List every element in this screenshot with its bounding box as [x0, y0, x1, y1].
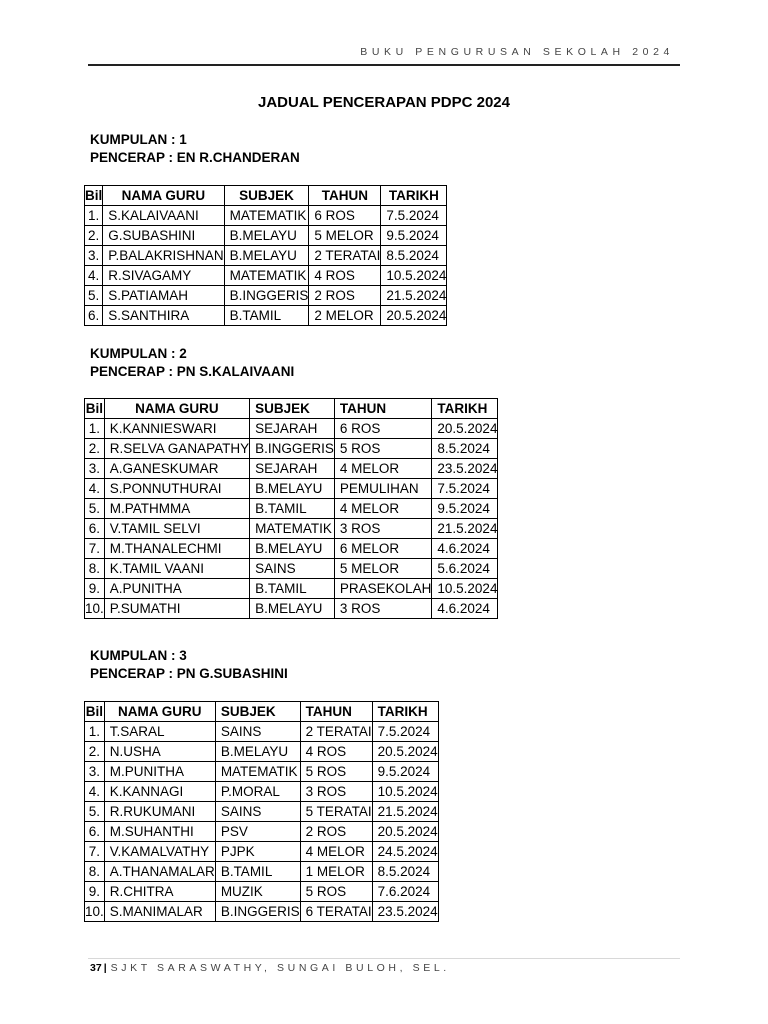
cell-subjek: B.INGGERIS — [250, 439, 335, 459]
cell-tarikh: 5.6.2024 — [432, 559, 498, 579]
cell-subjek: SAINS — [215, 722, 300, 742]
cell-nama-guru: N.USHA — [104, 742, 215, 762]
cell-subjek: SAINS — [215, 802, 300, 822]
cell-bil: 2. — [85, 226, 103, 246]
page-number: 37 — [90, 962, 102, 974]
cell-tahun: 4 MELOR — [300, 842, 372, 862]
cell-nama-guru: P.SUMATHI — [104, 599, 249, 619]
table-row — [85, 306, 447, 326]
cell-nama-guru: R.SELVA GANAPATHY — [104, 439, 249, 459]
cell-subjek: B.MELAYU — [250, 599, 335, 619]
group-3-table — [84, 701, 439, 922]
footer-separator: | — [103, 962, 107, 974]
cell-tarikh: 23.5.2024 — [432, 459, 498, 479]
cell-tahun: 4 MELOR — [334, 459, 432, 479]
table-row — [85, 802, 439, 822]
cell-bil: 3. — [85, 762, 105, 782]
cell-tarikh: 23.5.2024 — [372, 902, 438, 922]
table-row — [85, 882, 439, 902]
cell-nama-guru: S.KALAIVAANI — [103, 206, 224, 226]
cell-bil: 6. — [85, 822, 105, 842]
col-header-nama-guru: NAMA GURU — [103, 186, 224, 206]
document-title: JADUAL PENCERAPAN PDPC 2024 — [257, 94, 510, 111]
cell-tarikh: 21.5.2024 — [381, 286, 447, 306]
cell-tahun: 3 ROS — [300, 782, 372, 802]
table-row — [85, 902, 439, 922]
cell-bil: 2. — [85, 439, 105, 459]
cell-nama-guru: A.GANESKUMAR — [104, 459, 249, 479]
cell-bil: 5. — [85, 499, 105, 519]
col-header-nama-guru: NAMA GURU — [104, 399, 249, 419]
cell-subjek: MATEMATIK — [224, 266, 309, 286]
cell-bil: 6. — [85, 306, 103, 326]
table-row — [85, 822, 439, 842]
table-row — [85, 842, 439, 862]
cell-tahun: 5 ROS — [300, 762, 372, 782]
table-header-row — [85, 186, 447, 206]
cell-nama-guru: T.SARAL — [104, 722, 215, 742]
cell-tahun: 4 ROS — [300, 742, 372, 762]
cell-tahun: 6 MELOR — [334, 539, 432, 559]
col-header-subjek: SUBJEK — [215, 702, 300, 722]
group-2-table — [84, 398, 498, 619]
cell-nama-guru: R.CHITRA — [104, 882, 215, 902]
cell-nama-guru: V.TAMIL SELVI — [104, 519, 249, 539]
cell-tahun: 2 ROS — [309, 286, 381, 306]
cell-subjek: B.TAMIL — [215, 862, 300, 882]
cell-subjek: B.MELAYU — [224, 246, 309, 266]
cell-tahun: 5 TERATAI — [300, 802, 372, 822]
cell-bil: 9. — [85, 882, 105, 902]
cell-subjek: B.INGGERIS — [215, 902, 300, 922]
cell-bil: 8. — [85, 559, 105, 579]
cell-tahun: 6 TERATAI — [300, 902, 372, 922]
table-row — [85, 479, 498, 499]
col-header-tarikh: TARIKH — [432, 399, 498, 419]
table-header-row — [85, 399, 498, 419]
cell-nama-guru: M.PATHMMA — [104, 499, 249, 519]
cell-subjek: B.TAMIL — [250, 499, 335, 519]
table-header-row — [85, 702, 439, 722]
cell-bil: 1. — [85, 419, 105, 439]
col-header-nama-guru: NAMA GURU — [104, 702, 215, 722]
cell-nama-guru: S.SANTHIRA — [103, 306, 224, 326]
group-3-pencerap: PENCERAP : PN G.SUBASHINI — [90, 666, 288, 681]
table-row — [85, 539, 498, 559]
cell-tarikh: 20.5.2024 — [381, 306, 447, 326]
cell-tahun: 4 ROS — [309, 266, 381, 286]
group-1-kumpulan: KUMPULAN : 1 — [90, 132, 187, 147]
table-row — [85, 579, 498, 599]
cell-nama-guru: A.THANAMALAR — [104, 862, 215, 882]
running-header-title: BUKU PENGURUSAN SEKOLAH 2024 — [360, 46, 674, 58]
cell-subjek: B.MELAYU — [250, 479, 335, 499]
cell-tarikh: 21.5.2024 — [372, 802, 438, 822]
table-row — [85, 862, 439, 882]
cell-tahun: 6 ROS — [309, 206, 381, 226]
cell-tarikh: 7.6.2024 — [372, 882, 438, 902]
cell-subjek: B.INGGERIS — [224, 286, 309, 306]
cell-tarikh: 10.5.2024 — [372, 782, 438, 802]
cell-subjek: B.TAMIL — [224, 306, 309, 326]
cell-tahun: PEMULIHAN — [334, 479, 432, 499]
cell-nama-guru: S.PONNUTHURAI — [104, 479, 249, 499]
cell-subjek: SEJARAH — [250, 459, 335, 479]
col-header-bil: Bil — [85, 702, 105, 722]
cell-tarikh: 24.5.2024 — [372, 842, 438, 862]
table-row — [85, 266, 447, 286]
cell-bil: 2. — [85, 742, 105, 762]
cell-tahun: 3 ROS — [334, 519, 432, 539]
cell-subjek: B.MELAYU — [224, 226, 309, 246]
cell-tarikh: 4.6.2024 — [432, 539, 498, 559]
col-header-tarikh: TARIKH — [372, 702, 438, 722]
table-row — [85, 246, 447, 266]
cell-nama-guru: R.SIVAGAMY — [103, 266, 224, 286]
cell-nama-guru: M.SUHANTHI — [104, 822, 215, 842]
cell-nama-guru: V.KAMALVATHY — [104, 842, 215, 862]
col-header-tahun: TAHUN — [300, 702, 372, 722]
table-row — [85, 762, 439, 782]
cell-tahun: PRASEKOLAH — [334, 579, 432, 599]
cell-subjek: MATEMATIK — [224, 206, 309, 226]
cell-bil: 5. — [85, 286, 103, 306]
group-1-pencerap: PENCERAP : EN R.CHANDERAN — [90, 150, 300, 165]
cell-nama-guru: G.SUBASHINI — [103, 226, 224, 246]
cell-subjek: MUZIK — [215, 882, 300, 902]
col-header-subjek: SUBJEK — [224, 186, 309, 206]
cell-nama-guru: K.KANNIESWARI — [104, 419, 249, 439]
cell-tahun: 2 TERATAI — [300, 722, 372, 742]
table-row — [85, 722, 439, 742]
cell-tahun: 5 ROS — [334, 439, 432, 459]
cell-nama-guru: P.BALAKRISHNAN — [103, 246, 224, 266]
cell-nama-guru: S.MANIMALAR — [104, 902, 215, 922]
cell-subjek: B.MELAYU — [215, 742, 300, 762]
group-2-kumpulan: KUMPULAN : 2 — [90, 346, 187, 361]
cell-bil: 4. — [85, 266, 103, 286]
group-2-pencerap: PENCERAP : PN S.KALAIVAANI — [90, 364, 295, 379]
cell-tarikh: 20.5.2024 — [372, 822, 438, 842]
cell-subjek: PSV — [215, 822, 300, 842]
cell-tarikh: 9.5.2024 — [372, 762, 438, 782]
cell-tarikh: 21.5.2024 — [432, 519, 498, 539]
cell-tarikh: 9.5.2024 — [432, 499, 498, 519]
cell-tarikh: 20.5.2024 — [372, 742, 438, 762]
school-name: SJKT SARASWATHY, SUNGAI BULOH, SEL. — [110, 962, 450, 974]
cell-tahun: 2 TERATAI — [309, 246, 381, 266]
table-row — [85, 519, 498, 539]
table-row — [85, 226, 447, 246]
cell-bil: 6. — [85, 519, 105, 539]
table-row — [85, 559, 498, 579]
cell-tarikh: 10.5.2024 — [381, 266, 447, 286]
cell-tahun: 4 MELOR — [334, 499, 432, 519]
col-header-subjek: SUBJEK — [250, 399, 335, 419]
cell-bil: 9. — [85, 579, 105, 599]
table-row — [85, 599, 498, 619]
cell-tahun: 5 MELOR — [334, 559, 432, 579]
table-row — [85, 206, 447, 226]
cell-subjek: B.TAMIL — [250, 579, 335, 599]
cell-tarikh: 20.5.2024 — [432, 419, 498, 439]
cell-subjek: MATEMATIK — [250, 519, 335, 539]
group-1-table — [84, 185, 447, 326]
table-row — [85, 499, 498, 519]
cell-tarikh: 4.6.2024 — [432, 599, 498, 619]
cell-subjek: P.MORAL — [215, 782, 300, 802]
col-header-bil: Bil — [85, 186, 103, 206]
cell-tarikh: 10.5.2024 — [432, 579, 498, 599]
cell-tarikh: 8.5.2024 — [381, 246, 447, 266]
table-row — [85, 439, 498, 459]
group-3-kumpulan: KUMPULAN : 3 — [90, 648, 187, 663]
footer-divider — [88, 958, 680, 959]
cell-tahun: 5 MELOR — [309, 226, 381, 246]
table-row — [85, 286, 447, 306]
page-footer — [90, 962, 450, 974]
cell-subjek: B.MELAYU — [250, 539, 335, 559]
cell-subjek: SAINS — [250, 559, 335, 579]
cell-bil: 3. — [85, 459, 105, 479]
cell-tahun: 2 ROS — [300, 822, 372, 842]
cell-bil: 4. — [85, 479, 105, 499]
cell-bil: 8. — [85, 862, 105, 882]
cell-tahun: 2 MELOR — [309, 306, 381, 326]
cell-tahun: 6 ROS — [334, 419, 432, 439]
cell-tarikh: 7.5.2024 — [372, 722, 438, 742]
cell-tahun: 5 ROS — [300, 882, 372, 902]
cell-bil: 5. — [85, 802, 105, 822]
cell-tarikh: 9.5.2024 — [381, 226, 447, 246]
cell-nama-guru: M.PUNITHA — [104, 762, 215, 782]
cell-subjek: MATEMATIK — [215, 762, 300, 782]
cell-bil: 1. — [85, 206, 103, 226]
cell-nama-guru: K.TAMIL VAANI — [104, 559, 249, 579]
cell-bil: 3. — [85, 246, 103, 266]
cell-bil: 10. — [85, 599, 105, 619]
cell-bil: 4. — [85, 782, 105, 802]
cell-nama-guru: M.THANALECHMI — [104, 539, 249, 559]
cell-bil: 7. — [85, 539, 105, 559]
cell-nama-guru: A.PUNITHA — [104, 579, 249, 599]
cell-tarikh: 8.5.2024 — [432, 439, 498, 459]
cell-tarikh: 7.5.2024 — [381, 206, 447, 226]
cell-bil: 1. — [85, 722, 105, 742]
col-header-bil: Bil — [85, 399, 105, 419]
cell-subjek: SEJARAH — [250, 419, 335, 439]
table-row — [85, 419, 498, 439]
cell-bil: 10. — [85, 902, 105, 922]
cell-tahun: 1 MELOR — [300, 862, 372, 882]
cell-tarikh: 8.5.2024 — [372, 862, 438, 882]
header-divider — [88, 64, 680, 66]
col-header-tahun: TAHUN — [334, 399, 432, 419]
cell-bil: 7. — [85, 842, 105, 862]
cell-subjek: PJPK — [215, 842, 300, 862]
cell-nama-guru: S.PATIAMAH — [103, 286, 224, 306]
col-header-tarikh: TARIKH — [381, 186, 447, 206]
table-row — [85, 782, 439, 802]
table-row — [85, 742, 439, 762]
cell-nama-guru: K.KANNAGI — [104, 782, 215, 802]
cell-tarikh: 7.5.2024 — [432, 479, 498, 499]
table-row — [85, 459, 498, 479]
col-header-tahun: TAHUN — [309, 186, 381, 206]
cell-tahun: 3 ROS — [334, 599, 432, 619]
cell-nama-guru: R.RUKUMANI — [104, 802, 215, 822]
